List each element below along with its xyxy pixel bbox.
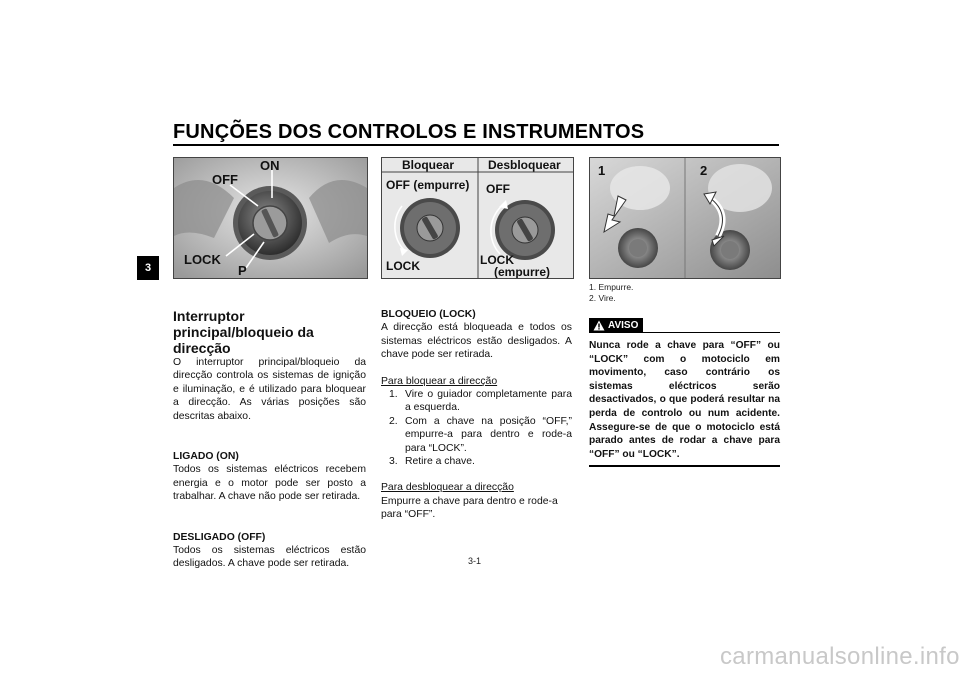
step-2: 2. Com a chave na posição “OFF,” empurre-a para dentro e rode-a para “LOCK”. xyxy=(389,415,572,454)
page-number: 3-1 xyxy=(468,556,482,566)
header-lock: Bloquear xyxy=(402,158,455,172)
column-1 xyxy=(173,308,366,571)
lock-text: A direcção está bloqueada e todos os sistemas eléctricos estão desligados. A chave pode ser retirada. xyxy=(381,322,572,361)
caption-1: 1. Empurre. xyxy=(589,282,634,292)
label-lock-right: LOCK xyxy=(480,253,514,267)
header-unlock: Desbloquear xyxy=(488,158,561,172)
header-rule xyxy=(173,144,779,146)
column-2 xyxy=(381,308,572,522)
watermark: carmanualsonline.info xyxy=(720,643,960,670)
figure-captions xyxy=(589,282,779,304)
intro-text: O interruptor principal/bloqueio da direcção controla os sistemas de ignição e iluminação, e é utilizado para bloquear a direcção. As várias posições são descritas abaixo. xyxy=(173,357,366,422)
warning-text: Nunca rode a chave para “OFF” ou “LOCK” com o motociclo em movimento, caso contrário os sistemas eléctricos serão desactivados, o que poderá resultar na perda de controlo ou num acidente. Assegure-se de que o motociclo está parado antes de rodar a chave para “OFF” ou “LOCK”. xyxy=(589,340,780,460)
to-unlock-heading: Para desbloquear a direcção xyxy=(381,482,514,494)
on-text: Todos os sistemas eléctricos recebem energia e o motor pode ser posto a trabalhar. A chave não pode ser retirada. xyxy=(173,464,366,503)
warning-triangle-icon xyxy=(593,320,605,331)
warning-box xyxy=(589,318,780,467)
warning-badge: AVISO xyxy=(589,318,643,333)
label-lock-left: LOCK xyxy=(386,259,420,273)
lock-heading: BLOQUEIO (LOCK) xyxy=(381,309,476,320)
label-1: 1 xyxy=(598,163,606,178)
section-title: Interruptor principal/bloqueio da direcção xyxy=(173,308,314,356)
label-off: OFF xyxy=(212,172,238,187)
warning-bottom-rule xyxy=(589,465,780,467)
step-3: 3. Retire a chave. xyxy=(389,456,475,468)
figure-push-turn xyxy=(589,157,781,279)
label-push: (empurre) xyxy=(494,265,551,278)
to-lock-heading: Para bloquear a direcção xyxy=(381,375,498,387)
figure-lock-unlock xyxy=(381,157,574,279)
on-heading: LIGADO (ON) xyxy=(173,451,239,463)
label-off-push: OFF (empurre) xyxy=(386,178,470,192)
chapter-tab: 3 xyxy=(137,256,159,280)
label-off-right: OFF xyxy=(486,182,510,196)
label-2: 2 xyxy=(700,163,708,178)
lock-steps xyxy=(381,388,572,468)
caption-2: 2. Vire. xyxy=(589,293,616,303)
unlock-text: Empurre a chave para dentro e rode-a para “OFF”. xyxy=(381,495,558,521)
label-p: P xyxy=(238,263,247,278)
warning-rule xyxy=(643,332,780,333)
figure-main-switch xyxy=(173,157,368,279)
step-1: 1. Vire o guiador completamente para a esquerda. xyxy=(389,389,572,414)
label-lock: LOCK xyxy=(184,252,221,267)
page-title: FUNÇÕES DOS CONTROLOS E INSTRUMENTOS xyxy=(173,121,645,143)
label-on: ON xyxy=(260,158,280,173)
off-heading: DESLIGADO (OFF) xyxy=(173,531,266,543)
off-text: Todos os sistemas eléctricos estão desligados. A chave pode ser retirada. xyxy=(173,545,366,570)
